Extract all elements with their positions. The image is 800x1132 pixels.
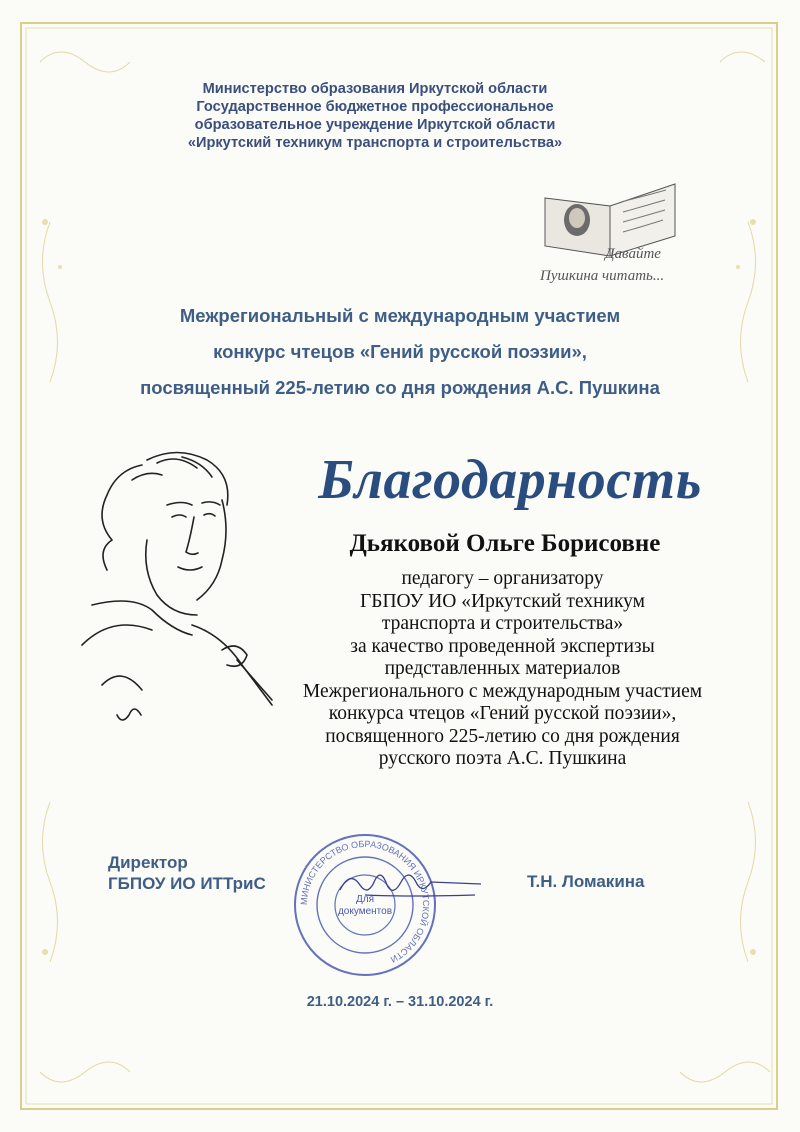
org-line-2: Государственное бюджетное профессиональное [196, 99, 554, 115]
body-line: ГБПОУ ИО «Иркутский техникум [360, 590, 645, 612]
director-block [108, 852, 266, 894]
signer-name: Т.Н. Ломакина [527, 872, 645, 891]
contest-line-2: конкурс чтецов «Гений русской поэзии», [213, 341, 587, 362]
organization-header [150, 80, 600, 152]
contest-heading [60, 298, 740, 406]
body-line: представленных материалов [384, 658, 621, 679]
recipient-name: Дьяковой Ольге Борисовне [349, 530, 661, 557]
pushkin-sketch [72, 445, 297, 740]
certificate-body [275, 568, 730, 771]
contest-line-3: посвященный 225-летию со дня рождения А.С. Пушкина [140, 377, 660, 398]
body-line: педагогу – организатору [401, 568, 604, 589]
pushkin-book-logo [535, 168, 695, 286]
certificate-title: Благодарность [318, 449, 702, 511]
body-line: русского поэта А.С. Пушкина [378, 748, 627, 769]
stamp-center-2: документов [337, 906, 393, 917]
director-role: Директор [108, 853, 188, 872]
director-org: ГБПОУ ИО ИТТриС [108, 874, 266, 893]
stamp-outer-text: МИНИСТЕРСТВО ОБРАЗОВАНИЯ ИРКУТСКОЙ ОБЛАСТИ [298, 838, 432, 965]
body-line: посвященного 225-летию со дня рождения [325, 725, 680, 747]
org-line-4: «Иркутский техникум транспорта и строительства» [187, 135, 563, 151]
body-line: транспорта и строительства» [381, 613, 624, 634]
handwritten-signature [335, 865, 485, 905]
org-line-3: образовательное учреждение Иркутской области [194, 117, 556, 133]
body-line: конкурса чтецов «Гений русской поэзии», [328, 703, 677, 724]
logo-text-1: Давайте [605, 246, 661, 262]
body-line: за качество проведенной экспертизы [350, 635, 655, 657]
logo-text-2: Пушкина читать... [540, 268, 665, 284]
body-line: Межрегионального с международным участием [302, 680, 703, 702]
contest-line-1: Межрегиональный с международным участием [179, 305, 621, 326]
org-line-1: Министерство образования Иркутской области [202, 81, 548, 97]
event-dates: 21.10.2024 г. – 31.10.2024 г. [306, 994, 494, 1010]
stamp-center-1: Для [355, 894, 375, 905]
